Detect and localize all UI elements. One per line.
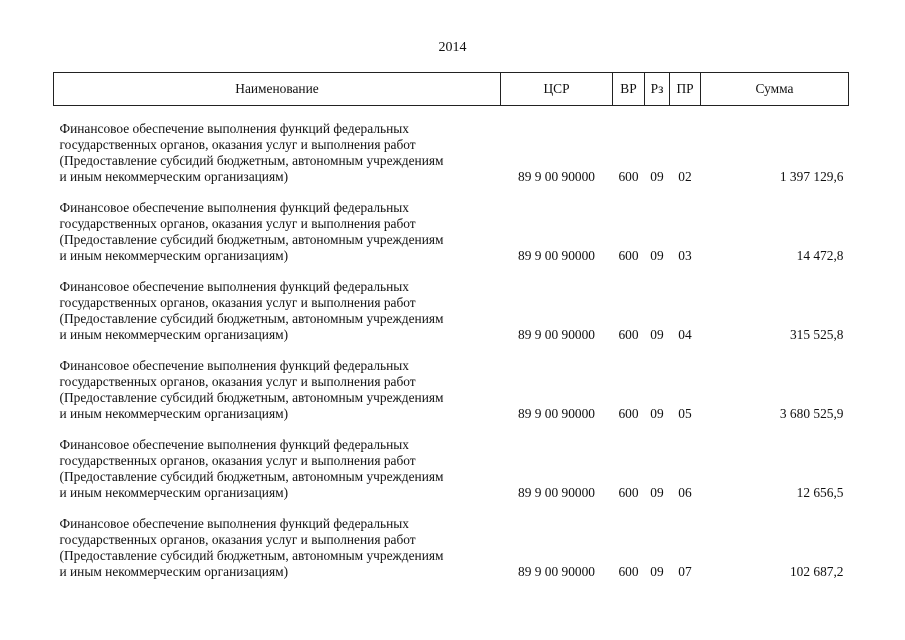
row-name-line: Финансовое обеспечение выполнения функций федеральных xyxy=(59,279,409,294)
row-vr: 600 xyxy=(618,564,639,579)
row-name xyxy=(54,264,501,343)
row-sum: 3 680 525,9 xyxy=(779,406,844,421)
row-name-line: государственных органов, оказания услуг и выполнения работ xyxy=(59,374,416,389)
row-name-line: (Предоставление субсидий бюджетным, автономным учреждениям xyxy=(59,153,444,168)
row-name-line: Финансовое обеспечение выполнения функций федеральных xyxy=(59,437,409,452)
row-pr: 07 xyxy=(678,564,692,579)
row-name-line: государственных органов, оказания услуг и выполнения работ xyxy=(59,137,416,152)
row-csr: 89 9 00 90000 xyxy=(518,327,595,342)
header-sum: Сумма xyxy=(701,73,849,106)
row-vr: 600 xyxy=(618,169,639,184)
row-rz: 09 xyxy=(650,406,664,421)
table-row xyxy=(54,264,849,343)
table-row xyxy=(54,343,849,422)
row-vr: 600 xyxy=(618,485,639,500)
row-sum: 12 656,5 xyxy=(796,485,844,500)
row-name xyxy=(54,501,501,580)
row-name-line: Финансовое обеспечение выполнения функций федеральных xyxy=(59,121,409,136)
row-name-line: и иным некоммерческим организациям) xyxy=(59,485,289,500)
row-name-line: Финансовое обеспечение выполнения функций федеральных xyxy=(59,358,409,373)
row-pr: 04 xyxy=(678,327,692,342)
header-pr: ПР xyxy=(670,73,701,106)
row-name-line: и иным некоммерческим организациям) xyxy=(59,327,289,342)
row-sum: 14 472,8 xyxy=(796,248,844,263)
row-name-line: Финансовое обеспечение выполнения функций федеральных xyxy=(59,200,409,215)
row-pr: 06 xyxy=(678,485,692,500)
row-csr: 89 9 00 90000 xyxy=(518,169,595,184)
row-vr: 600 xyxy=(618,327,639,342)
page-number: 2014 xyxy=(438,40,467,55)
header-name: Наименование xyxy=(54,73,501,106)
row-name-line: государственных органов, оказания услуг и выполнения работ xyxy=(59,453,416,468)
row-csr: 89 9 00 90000 xyxy=(518,248,595,263)
row-name-line: (Предоставление субсидий бюджетным, автономным учреждениям xyxy=(59,311,444,326)
row-rz: 09 xyxy=(650,248,664,263)
header-vr: ВР xyxy=(613,73,645,106)
row-name xyxy=(54,106,501,186)
row-name-line: государственных органов, оказания услуг и выполнения работ xyxy=(59,295,416,310)
row-name-line: и иным некоммерческим организациям) xyxy=(59,406,289,421)
row-name-line: государственных органов, оказания услуг и выполнения работ xyxy=(59,216,416,231)
budget-table xyxy=(53,72,849,580)
row-csr: 89 9 00 90000 xyxy=(518,564,595,579)
row-name-line: и иным некоммерческим организациям) xyxy=(59,564,289,579)
row-sum: 1 397 129,6 xyxy=(779,169,844,184)
table-row xyxy=(54,501,849,580)
row-rz: 09 xyxy=(650,485,664,500)
row-name-line: и иным некоммерческим организациям) xyxy=(59,248,289,263)
row-name xyxy=(54,185,501,264)
row-rz: 09 xyxy=(650,564,664,579)
row-name xyxy=(54,422,501,501)
header-csr: ЦСР xyxy=(501,73,613,106)
row-rz: 09 xyxy=(650,169,664,184)
row-name-line: (Предоставление субсидий бюджетным, автономным учреждениям xyxy=(59,548,444,563)
row-vr: 600 xyxy=(618,248,639,263)
row-name-line: государственных органов, оказания услуг и выполнения работ xyxy=(59,532,416,547)
table-row xyxy=(54,106,849,186)
row-name-line: Финансовое обеспечение выполнения функций федеральных xyxy=(59,516,409,531)
row-rz: 09 xyxy=(650,327,664,342)
table-row xyxy=(54,185,849,264)
row-name xyxy=(54,343,501,422)
row-csr: 89 9 00 90000 xyxy=(518,485,595,500)
row-pr: 03 xyxy=(678,248,692,263)
row-name-line: (Предоставление субсидий бюджетным, автономным учреждениям xyxy=(59,390,444,405)
row-name-line: (Предоставление субсидий бюджетным, автономным учреждениям xyxy=(59,469,444,484)
header-rz: Рз xyxy=(645,73,670,106)
row-sum: 102 687,2 xyxy=(789,564,844,579)
row-sum: 315 525,8 xyxy=(789,327,844,342)
row-pr: 05 xyxy=(678,406,692,421)
row-name-line: и иным некоммерческим организациям) xyxy=(59,169,289,184)
row-name-line: (Предоставление субсидий бюджетным, автономным учреждениям xyxy=(59,232,444,247)
table-header-row xyxy=(54,73,849,106)
row-pr: 02 xyxy=(678,169,692,184)
row-vr: 600 xyxy=(618,406,639,421)
table-row xyxy=(54,422,849,501)
row-csr: 89 9 00 90000 xyxy=(518,406,595,421)
